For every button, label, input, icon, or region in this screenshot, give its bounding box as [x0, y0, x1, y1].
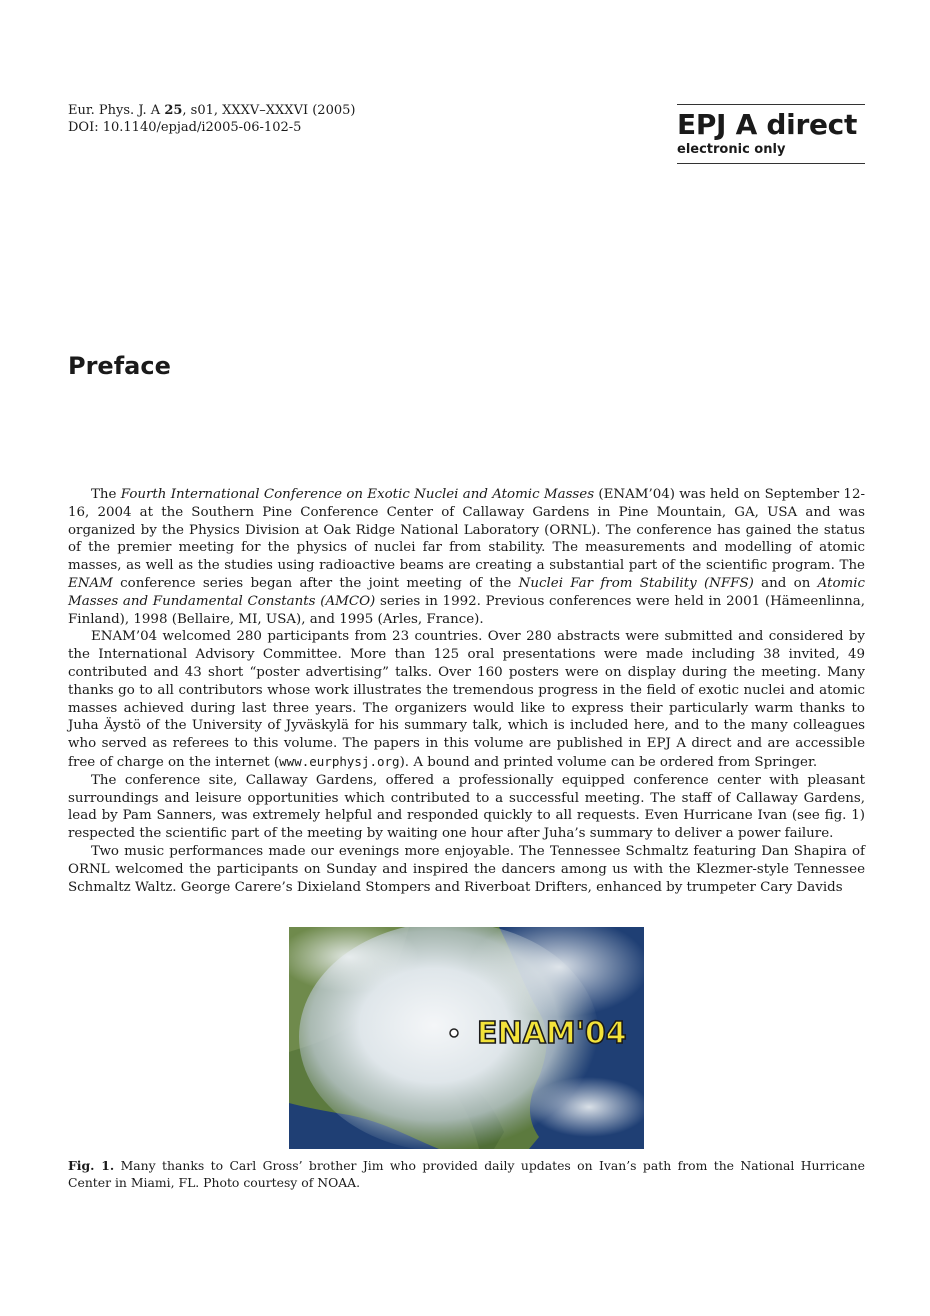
- text-run: series in 1992. Previous conferences were held in 2001 (Hämeenlinna, Finland), 1998 (Bellaire, MI, USA), and 1995 (Arles, France).: [68, 593, 865, 627]
- volume-number: 25: [164, 103, 183, 118]
- nffs-italic: Nuclei Far from Stability (NFFS): [518, 575, 754, 591]
- text-run: conference series began after the joint meeting of the: [112, 575, 519, 591]
- paragraph-2: [68, 628, 865, 771]
- journal-citation: [68, 102, 355, 136]
- issue-pages: , s01, XXXV–XXXVI (2005): [182, 103, 356, 118]
- brand-bottom-rule: [677, 163, 865, 164]
- text-run: (ENAM’04) was held on September 12-16, 2004 at the Southern Pine Conference Center of Callaway Gardens in Pine Mountain, GA, USA and was organized by the Physics Division at Oak Ridge National Laboratory (ORNL). The conference has gained the status of the premier meeting for the physics of nuclei far from stability. The measurements and modelling of atomic masses, as well as the studies using radioactive beams are creating a substantial part of the scientific program. The: [68, 487, 865, 574]
- figure-caption: [68, 1158, 865, 1191]
- section-title: Preface: [68, 352, 171, 380]
- website-link[interactable]: www.eurphysj.org: [279, 753, 400, 769]
- brand-subtitle: electronic only: [677, 142, 786, 157]
- hurricane-satellite-image: [289, 927, 644, 1149]
- doi: DOI: 10.1140/epjad/i2005-06-102-5: [68, 120, 302, 135]
- epj-brand-block: [677, 104, 865, 164]
- citation-line: [68, 102, 355, 119]
- brand-title: EPJ A direct: [677, 108, 858, 141]
- text-run: The: [91, 487, 121, 502]
- paragraph-4: Two music performances made our evenings more enjoyable. The Tennessee Schmaltz featuring Dan Shapira of ORNL welcomed the participants on Sunday and inspired the dancers among us with the Klezmer-style Tennessee Schmaltz Waltz. George Carere’s Dixieland Stompers and Riverboat Drifters, enhanced by trumpeter Cary Davids: [68, 843, 865, 895]
- conference-title: Fourth International Conference on Exotic Nuclei and Atomic Masses: [120, 487, 595, 502]
- journal-name: Eur. Phys. J. A: [68, 103, 161, 118]
- cloud-band: [529, 1077, 644, 1137]
- location-dot: [450, 1029, 458, 1037]
- text-run: ENAM’04 welcomed 280 participants from 23 countries. Over 280 abstracts were submitted and considered by the International Advisory Committee. More than 125 oral presentations were made including 38 invited, 49 contributed and 43 short “poster advertising” talks. Over 160 posters were on display during the meeting. Many thanks go to all contributors whose work illustrates the tremendous progress in the field of exotic nuclei and atomic masses achieved during last three years. The organizers would like to express their particularly warm thanks to Juha Äystö of the University of Jyväskylä for his summary talk, which is included here, and to the many colleagues who served as referees to this volume. The papers in this volume are published in EPJ A direct and are accessible free of charge on the internet (: [68, 629, 865, 770]
- enam-overlay-label: ENAM'04: [477, 1016, 627, 1051]
- paragraph-3: The conference site, Callaway Gardens, offered a professionally equipped conference center with pleasant surroundings and leisure opportunities which contributed to a successful meeting. The staff of Callaway Gardens, lead by Pam Sanners, was extremely helpful and responded quickly to all requests. Even Hurricane Ivan (see fig. 1) respected the scientific part of the meeting by waiting one hour after Juha’s summary to deliver a power failure.: [68, 772, 865, 842]
- satellite-photo: [289, 927, 644, 1149]
- caption-text: Many thanks to Carl Gross’ brother Jim who provided daily updates on Ivan’s path from the National Hurricane Center in Miami, FL. Photo courtesy of NOAA.: [68, 1158, 865, 1190]
- paragraph-1: [68, 486, 865, 628]
- preface-body: [68, 486, 865, 896]
- text-run: ). A bound and printed volume can be ordered from Springer.: [399, 754, 818, 770]
- figure-label: Fig. 1.: [68, 1158, 115, 1173]
- brand-top-rule: [677, 104, 865, 105]
- enam-italic: ENAM: [68, 575, 113, 591]
- text-run: and on: [753, 575, 818, 591]
- amco-italic: Atomic Masses and Fundamental Constants (AMCO): [68, 575, 865, 609]
